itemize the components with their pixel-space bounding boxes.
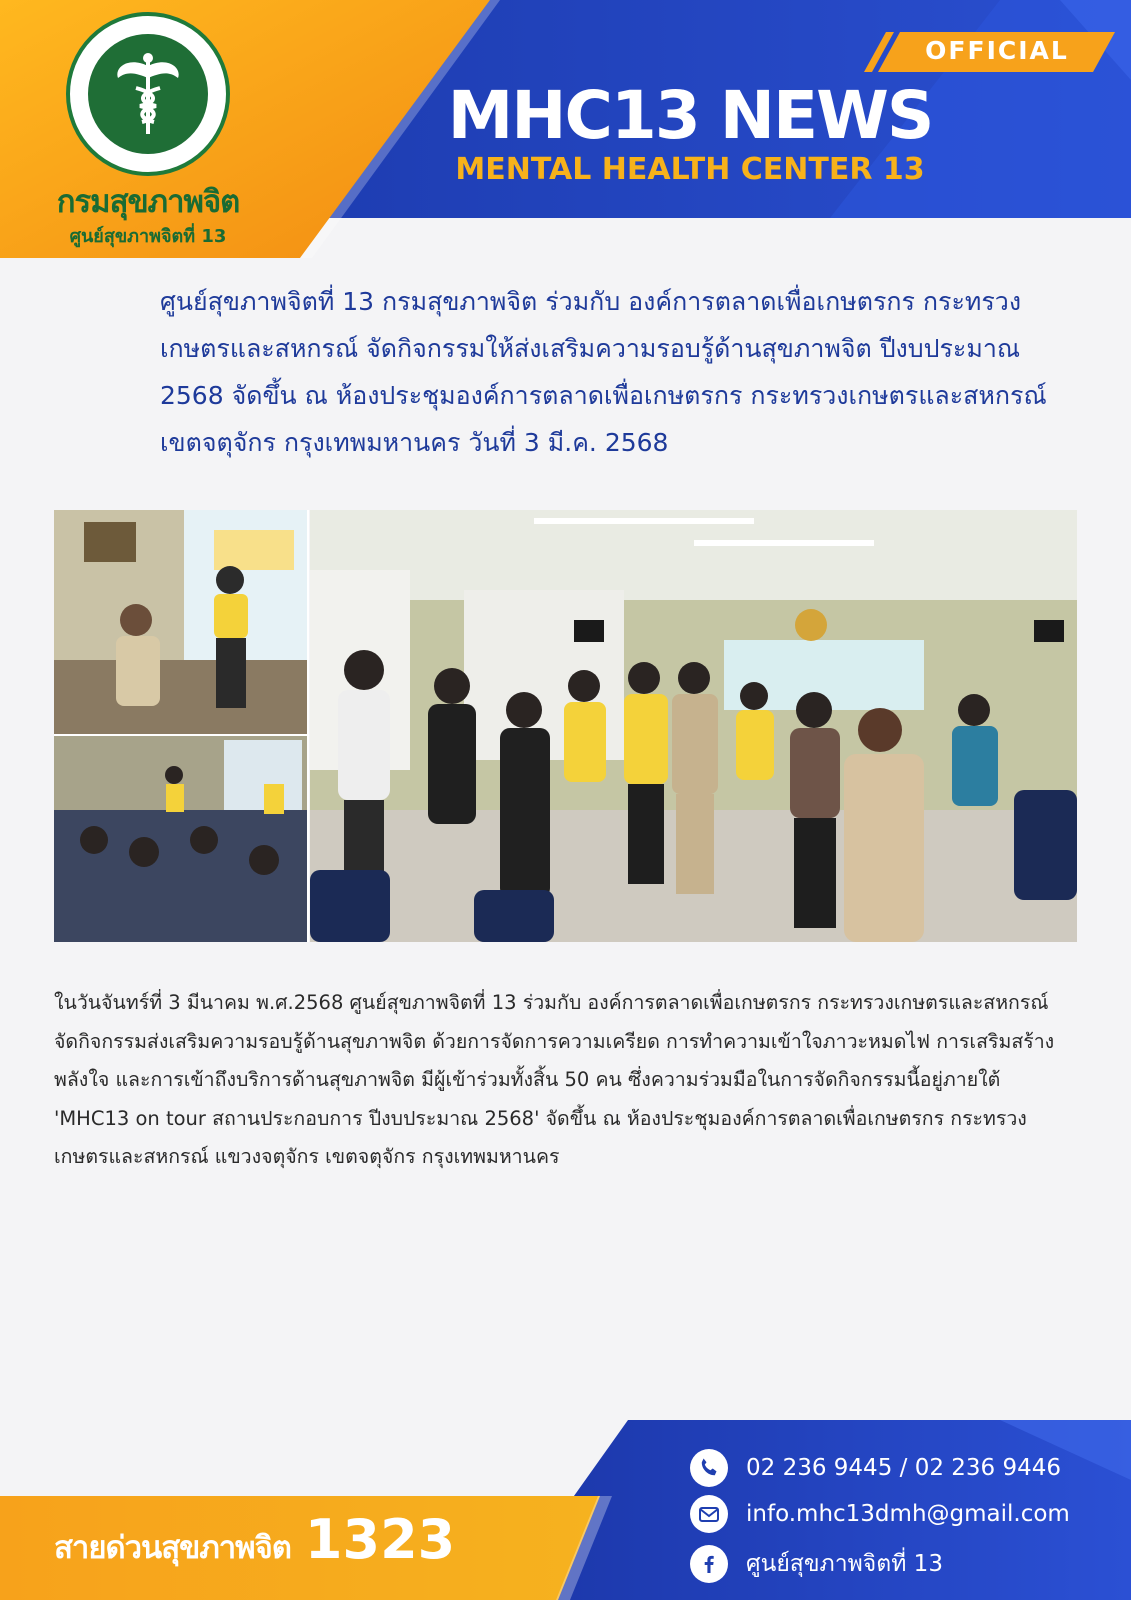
news-subtitle: MENTAL HEALTH CENTER 13	[455, 152, 925, 187]
department-subtitle: ศูนย์สุขภาพจิตที่ 13	[69, 226, 227, 247]
lead-paragraph: ศูนย์สุขภาพจิตที่ 13 กรมสุขภาพจิต ร่วมกับ องค์การตลาดเพื่อเกษตรกร กระทรวงเกษตรและสหกรณ์ จัดกิจกรรมให้ส่งเสริมความรอบรู้ด้านสุขภาพจิต ปีงบประมาณ 2568 จัดขึ้น ณ ห้องประชุมองค์การตลาดเพื่อเกษตรกร กระทรวงเกษตรและสหกรณ์ เขตจตุจักร กรุงเทพมหานคร วันที่ 3 มี.ค. 2568	[160, 287, 1047, 457]
photo-audience	[54, 735, 308, 942]
envelope-icon	[690, 1495, 728, 1533]
photo-speaker-stage	[54, 510, 308, 735]
contact-phone[interactable]	[690, 1446, 1110, 1490]
department-name: กรมสุขภาพจิต	[56, 184, 240, 220]
caduceus-icon	[108, 48, 188, 138]
facebook-icon	[690, 1545, 728, 1583]
hotline-number[interactable]: 1323	[304, 1508, 456, 1571]
event-photo-collage	[54, 510, 1077, 942]
phone-number: 02 236 9445 / 02 236 9446	[746, 1455, 1062, 1481]
photo-group-activity	[310, 510, 1077, 942]
news-title: MHC13 NEWS	[447, 77, 933, 154]
facebook-page: ศูนย์สุขภาพจิตที่ 13	[746, 1551, 943, 1577]
official-badge: OFFICIAL	[925, 36, 1069, 65]
contact-facebook[interactable]	[690, 1542, 1110, 1586]
contact-email[interactable]	[690, 1492, 1110, 1536]
phone-icon	[690, 1449, 728, 1487]
hotline-label: สายด่วนสุขภาพจิต	[54, 1530, 291, 1566]
hotline-banner	[54, 1508, 514, 1578]
body-paragraph: ในวันจันทร์ที่ 3 มีนาคม พ.ศ.2568 ศูนย์สุขภาพจิตที่ 13 ร่วมกับ องค์การตลาดเพื่อเกษตรกร กระทรวงเกษตรและสหกรณ์ จัดกิจกรรมส่งเสริมความรอบรู้ด้านสุขภาพจิต ด้วยการจัดการความเครียด การทำความเข้าใจภาวะหมดไฟ การเสริมสร้างพลังใจ และการเข้าถึงบริการด้านสุขภาพจิต มีผู้เข้าร่วมทั้งสิ้น 50 คน ซึ่งความร่วมมือในการจัดกิจกรรมนี้อยู่ภายใต้ 'MHC13 on tour สถานประกอบการ ปีงบประมาณ 2568' จัดขึ้น ณ ห้องประชุมองค์การตลาดเพื่อเกษตรกร กระทรวงเกษตรและสหกรณ์ แขวงจตุจักร เขตจตุจักร กรุงเทพมหานคร	[54, 991, 1055, 1168]
email-address: info.mhc13dmh@gmail.com	[746, 1501, 1070, 1527]
